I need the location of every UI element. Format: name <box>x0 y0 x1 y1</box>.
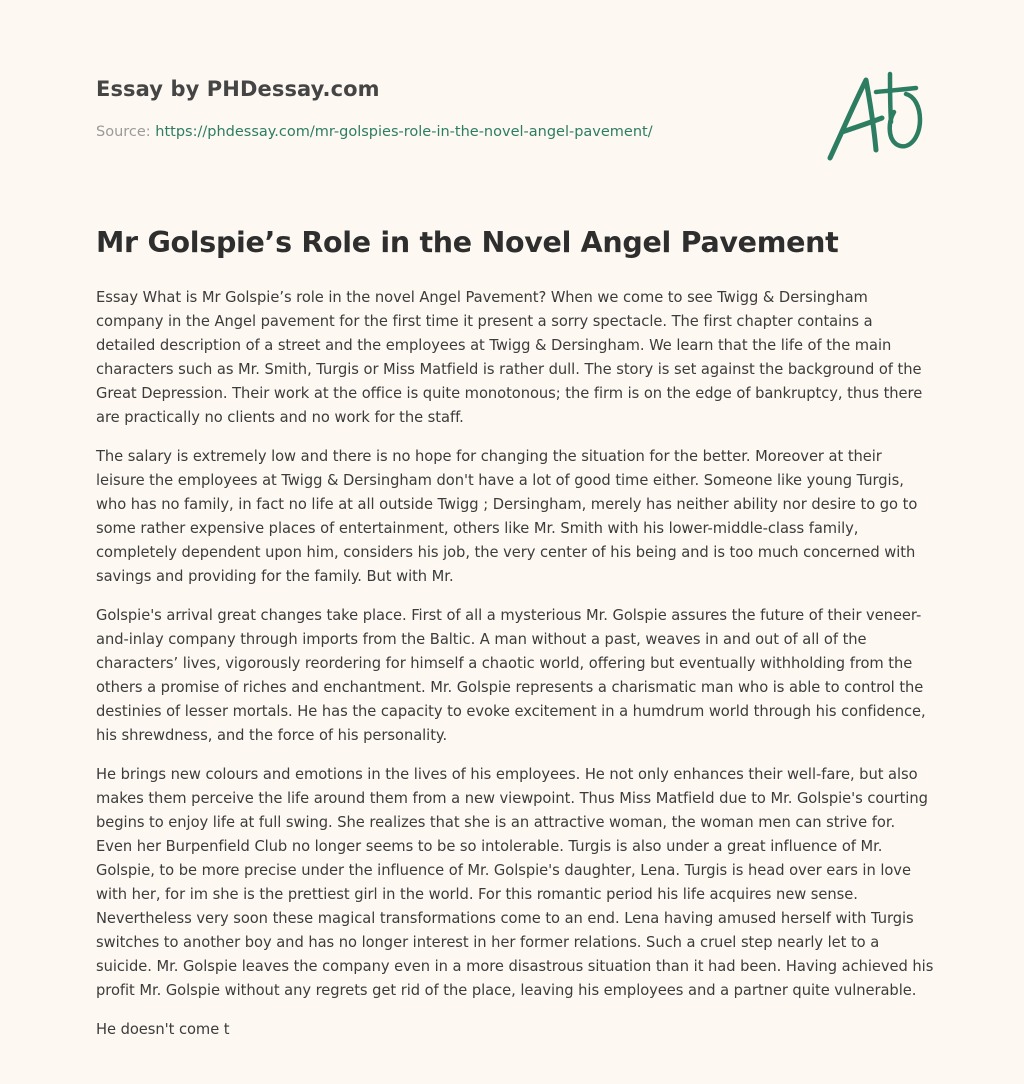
paragraph: He brings new colours and emotions in the lives of his employees. He not only enhances their well-fare, but also makes them perceive the life around them from a new viewpoint. Thus Miss Matfield due to Mr. Golspie's courting begins to enjoy life at full swing. She realizes that she is an attractive woman, the woman men can strive for. Even her Burpenfield Club no longer seems to be so intolerable. Turgis is also under a great influence of Mr. Golspie, to be more precise under the influence of Mr. Golspie's daughter, Lena. Turgis is head over ears in love with her, for im she is the prettiest girl in the world. For this romantic period his life acquires new sense. Nevertheless very soon these magical transformations come to an end. Lena having amused herself with Turgis switches to another boy and has no longer interest in her former relations. Such a cruel step nearly let to a suicide. Mr. Golspie leaves the company even in a more disastrous situation than it had been. Having achieved his profit Mr. Golspie without any regrets get rid of the place, leaving his employees and a partner quite vulnerable. <box>96 766 934 999</box>
article-body <box>96 286 934 1057</box>
source-line <box>96 124 653 140</box>
paragraph: He doesn't come t <box>96 1021 230 1038</box>
article-title: Mr Golspie’s Role in the Novel Angel Pavement <box>96 226 839 259</box>
source-link[interactable]: https://phdessay.com/mr-golspies-role-in-the-novel-angel-pavement/ <box>155 124 653 140</box>
a-plus-logo-icon <box>820 66 932 166</box>
paragraph: Golspie's arrival great changes take place. First of all a mysterious Mr. Golspie assures the future of their veneer-and-inlay company through imports from the Baltic. A man without a past, weaves in and out of all of the characters’ lives, vigorously reordering for himself a chaotic world, offering but eventually withholding from the others a promise of riches and enchantment. Mr. Golspie represents a charismatic man who is able to control the destinies of lesser mortals. He has the capacity to evoke excitement in a humdrum world through his confidence, his shrewdness, and the force of his personality. <box>96 607 926 744</box>
site-name: Essay by PHDessay.com <box>96 77 380 101</box>
paragraph: The salary is extremely low and there is no hope for changing the situation for the better. Moreover at their leisure the employees at Twigg & Dersingham don't have a lot of good time either. Someone like young Turgis, who has no family, in fact no life at all outside Twigg ; Dersingham, merely has neither ability nor desire to go to some rather expensive places of entertainment, others like Mr. Smith with his lower-middle-class family, completely dependent upon him, considers his job, the very center of his being and is too much concerned with savings and providing for the family. But with Mr. <box>96 448 918 585</box>
paragraph: Essay What is Mr Golspie’s role in the novel Angel Pavement? When we come to see Twigg & Dersingham company in the Angel pavement for the first time it present a sorry spectacle. The first chapter contains a detailed description of a street and the employees at Twigg & Dersingham. We learn that the life of the main characters such as Mr. Smith, Turgis or Miss Matfield is rather dull. The story is set against the background of the Great Depression. Their work at the office is quite monotonous; the firm is on the edge of bankruptcy, thus there are practically no clients and no work for the staff. <box>96 289 923 426</box>
source-label: Source: <box>96 124 151 140</box>
